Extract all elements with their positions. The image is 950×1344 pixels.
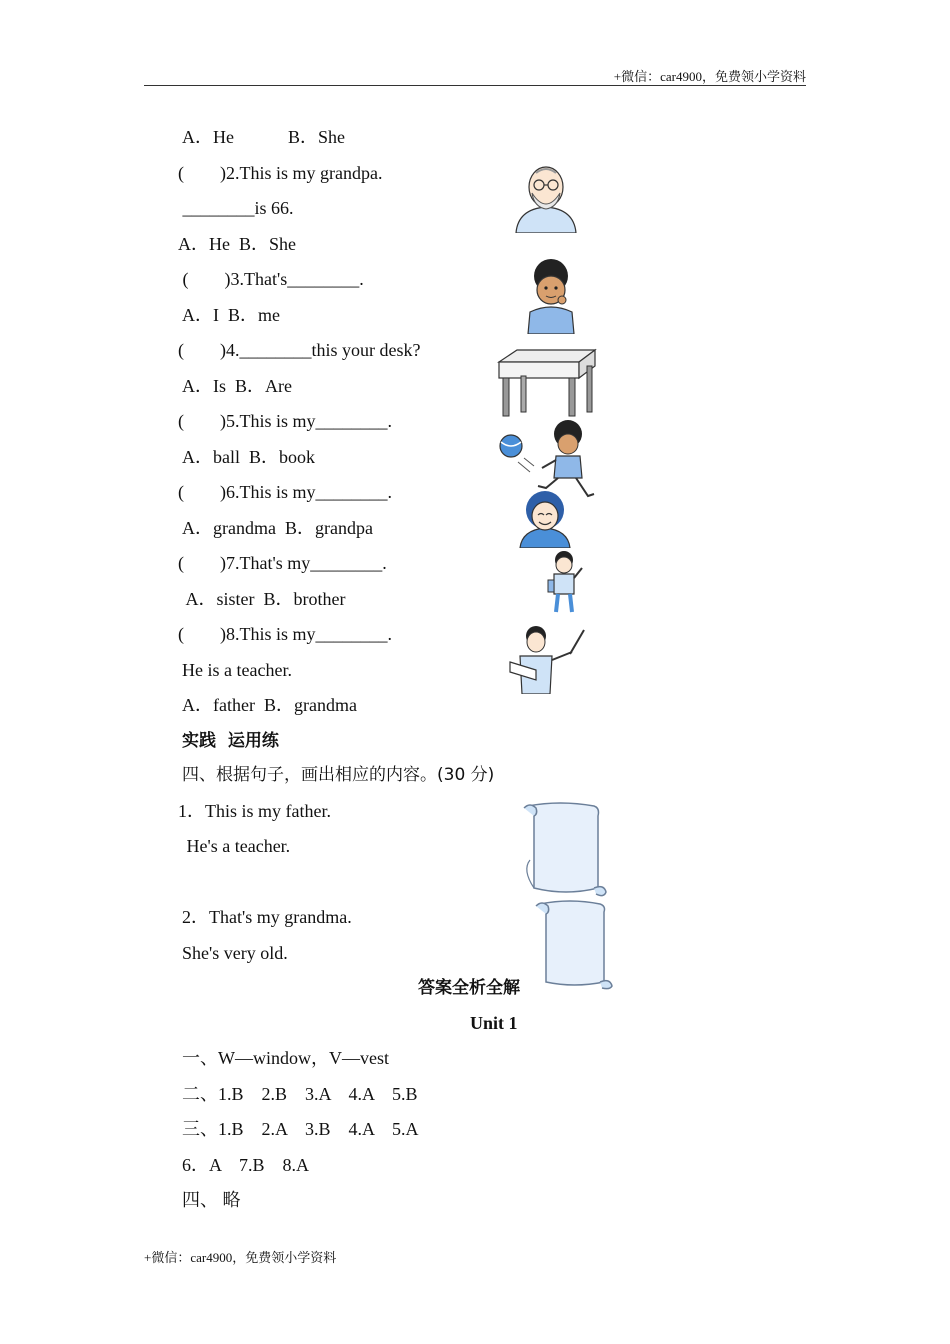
page-footer: +微信：car4900，免费领小学资料 (144, 1250, 337, 1265)
answer-line-1: 一、W—window，V—vest (182, 1048, 389, 1068)
q1-options: A．He B．She (182, 127, 345, 147)
grandma-picture (518, 490, 572, 548)
practice-heading: 实践 运用练 (182, 731, 279, 751)
page-header: +微信：car4900，免费领小学资料 (613, 69, 806, 84)
q7-text: ( )7.That's my________. (178, 553, 387, 573)
q8-text: ( )8.This is my________. (178, 624, 392, 644)
q4-text: ( )4.________this your desk? (178, 340, 421, 360)
q3-text: ( )3.That's________. (178, 269, 364, 289)
grandpa-picture (512, 163, 580, 233)
q4-options: A．Is B．Are (182, 376, 292, 396)
answers-title: 答案全析全解 (418, 978, 520, 998)
scroll-picture-1 (520, 800, 610, 898)
q7-options: A．sister B．brother (182, 589, 346, 609)
draw-item1-line1: 1．This is my father. (178, 801, 331, 821)
q2-options: A．He B．She (178, 234, 296, 254)
draw-item2-line1: 2．That's my grandma. (182, 907, 352, 927)
boy-thinking-picture (522, 258, 580, 334)
teacher-picture (506, 624, 586, 694)
q2-text: ( )2.This is my grandpa. (178, 163, 383, 183)
q2-line2: ________is 66. (178, 198, 294, 218)
q8-line2: He is a teacher. (182, 660, 292, 680)
q6-text: ( )6.This is my________. (178, 482, 392, 502)
q5-text: ( )5.This is my________. (178, 411, 392, 431)
answer-line-3: 三、1.B 2.A 3.B 4.A 5.A (182, 1119, 419, 1139)
desk-picture (495, 348, 599, 418)
answer-line-5: 四、 略 (182, 1190, 241, 1210)
q5-options: A．ball B．book (182, 447, 315, 467)
brother-picture (546, 550, 586, 616)
header-rule (144, 85, 806, 86)
q8-options: A．father B．grandma (182, 695, 357, 715)
answer-line-4: 6．A 7.B 8.A (182, 1155, 310, 1175)
scroll-picture-2 (532, 898, 614, 990)
section4-title: 四、根据句子，画出相应的内容。(30 分) (182, 765, 495, 785)
answer-line-2: 二、1.B 2.B 3.A 4.A 5.B (182, 1084, 418, 1104)
answers-unit: Unit 1 (470, 1013, 518, 1033)
q3-options: A．I B．me (182, 305, 280, 325)
q6-options: A．grandma B．grandpa (182, 518, 373, 538)
draw-item2-line2: She's very old. (182, 943, 288, 963)
draw-item1-line2: He's a teacher. (182, 836, 291, 856)
